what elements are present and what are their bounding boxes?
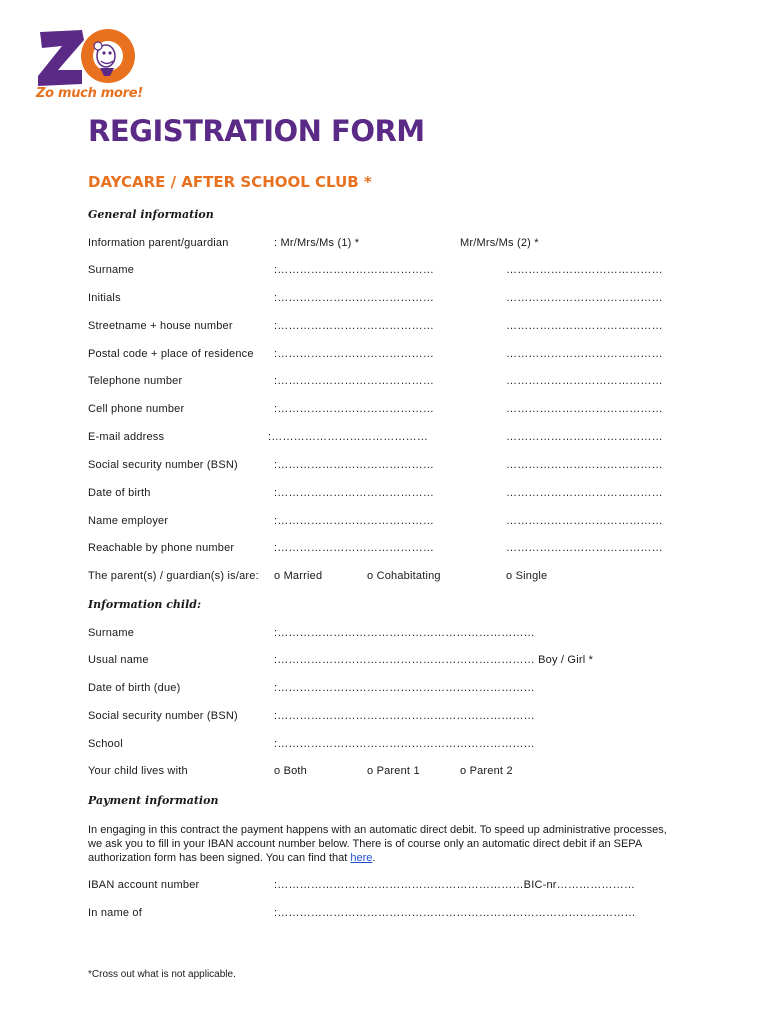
field-blank-parent2[interactable]: ……………………………………: [506, 320, 663, 332]
field-label: Date of birth (due): [88, 682, 181, 694]
field-blank-child[interactable]: :……………………………………………………………: [274, 710, 535, 722]
field-blank-parent2[interactable]: ……………………………………: [506, 264, 663, 276]
field-label: Surname: [88, 264, 135, 276]
field-blank-child[interactable]: :……………………………………………………………: [274, 738, 535, 750]
field-blank-parent1[interactable]: :……………………………………: [274, 292, 435, 304]
field-label: Postal code + place of residence: [88, 348, 254, 360]
field-label: Name employer: [88, 515, 169, 527]
field-label: Streetname + house number: [88, 320, 233, 332]
field-label: School: [88, 738, 123, 750]
section-heading-general: General information: [88, 208, 214, 221]
field-label: Social security number (BSN): [88, 459, 238, 471]
status-option-married[interactable]: o Married: [274, 570, 323, 582]
status-option-single[interactable]: o Single: [506, 570, 548, 582]
field-label: Initials: [88, 292, 121, 304]
field-blank-parent2[interactable]: ……………………………………: [506, 515, 663, 527]
field-blank-parent1[interactable]: :……………………………………: [274, 403, 435, 415]
field-label: Usual name: [88, 654, 149, 666]
field-blank-parent2[interactable]: ……………………………………: [506, 487, 663, 499]
general-header-label: Information parent/guardian: [88, 237, 229, 249]
field-blank-parent1[interactable]: :……………………………………: [274, 487, 435, 499]
field-blank-parent1[interactable]: :……………………………………: [274, 542, 435, 554]
lives-option-both[interactable]: o Both: [274, 765, 308, 777]
field-blank-parent1[interactable]: :……………………………………: [274, 459, 435, 471]
field-label: In name of: [88, 907, 142, 919]
lives-option-parent1[interactable]: o Parent 1: [367, 765, 420, 777]
general-col1-header: : Mr/Mrs/Ms (1) *: [274, 237, 360, 249]
sepa-form-link[interactable]: here: [350, 852, 373, 864]
field-label: E-mail address: [88, 431, 165, 443]
field-label: Reachable by phone number: [88, 542, 235, 554]
field-blank-child[interactable]: :……………………………………………………………: [274, 682, 535, 694]
section-heading-payment: Payment information: [88, 794, 219, 807]
field-blank-parent2[interactable]: ……………………………………: [506, 348, 663, 360]
field-blank-parent2[interactable]: ……………………………………: [506, 459, 663, 471]
field-label: IBAN account number: [88, 879, 200, 891]
section-heading-child: Information child:: [88, 598, 202, 611]
field-blank-parent1[interactable]: :……………………………………: [274, 348, 435, 360]
field-blank-parent1[interactable]: :……………………………………: [274, 375, 435, 387]
page-title: REGISTRATION FORM: [88, 114, 425, 148]
status-option-cohabitating[interactable]: o Cohabitating: [367, 570, 441, 582]
footnote: *Cross out what is not applicable.: [88, 969, 236, 980]
field-blank-account-name[interactable]: :……………………………………………………………………………………: [274, 907, 636, 919]
field-blank-parent1[interactable]: :……………………………………: [274, 320, 435, 332]
field-blank-parent1[interactable]: :……………………………………: [274, 264, 435, 276]
field-blank-parent2[interactable]: ……………………………………: [506, 431, 663, 443]
field-blank-parent2[interactable]: ……………………………………: [506, 403, 663, 415]
payment-paragraph-text: In engaging in this contract the payment happens with an automatic direct debit. To speed up administrative processes, we ask you to fill in your IBAN account number below. There is of course only an automatic direct debit if an SEPA authorization form has been signed. You can find that: [88, 824, 667, 864]
field-blank-parent2[interactable]: ……………………………………: [506, 292, 663, 304]
status-label: The parent(s) / guardian(s) is/are:: [88, 570, 259, 582]
field-blank-parent2[interactable]: ……………………………………: [506, 542, 663, 554]
field-label: Date of birth: [88, 487, 151, 499]
field-blank-child[interactable]: :…………………………………………………………… Boy / Girl *: [274, 654, 594, 666]
lives-option-parent2[interactable]: o Parent 2: [460, 765, 513, 777]
payment-paragraph-end: .: [372, 852, 376, 864]
general-col2-header: Mr/Mrs/Ms (2) *: [460, 237, 539, 249]
field-blank-parent1[interactable]: :……………………………………: [268, 431, 429, 443]
field-blank-child[interactable]: :……………………………………………………………: [274, 627, 535, 639]
field-label: Telephone number: [88, 375, 183, 387]
field-blank-iban[interactable]: :…………………………………………………………BIC-nr…………………: [274, 879, 636, 891]
page-subtitle: DAYCARE / AFTER SCHOOL CLUB *: [88, 173, 372, 191]
field-label: Cell phone number: [88, 403, 185, 415]
payment-paragraph: [88, 823, 678, 865]
field-label: Surname: [88, 627, 135, 639]
field-blank-parent1[interactable]: :……………………………………: [274, 515, 435, 527]
brand-tagline: Zo much more!: [36, 86, 143, 101]
lives-with-label: Your child lives with: [88, 765, 188, 777]
field-blank-parent2[interactable]: ……………………………………: [506, 375, 663, 387]
field-label: Social security number (BSN): [88, 710, 238, 722]
